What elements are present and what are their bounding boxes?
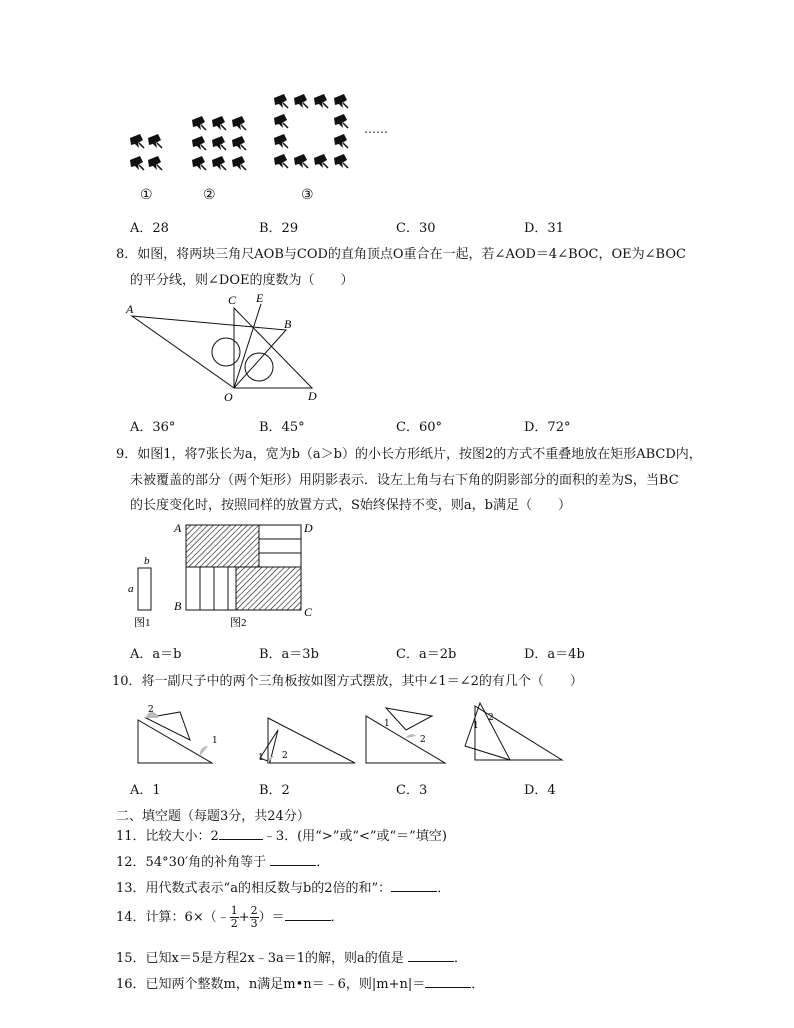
figure-label-1: ① [140,187,153,203]
figure-label-3: ③ [301,187,314,203]
q13-text-a: 13．用代数式表示“a的相反数与b的2倍的和”： [116,881,392,896]
fig2-label: 图2 [230,617,247,629]
q12-answer-blank[interactable] [270,853,316,866]
label-o: O [224,390,233,404]
fig-c-angle-2: 2 [420,735,426,745]
q11-answer-blank[interactable] [219,827,263,840]
q9-option-d[interactable]: D．a＝4b [524,647,585,662]
q8-option-c[interactable]: C．60° [396,420,442,435]
q15-answer-blank[interactable] [408,949,454,962]
q16-answer-blank[interactable] [425,975,471,988]
q9-rectangle-figure [124,518,324,636]
q16 [116,973,484,992]
q11-text-a: 11．比较大小：2 [116,829,219,844]
label-a-corner: A [174,521,182,535]
q10-text-line1: 10．将一副尺子中的两个三角板按如图方式摆放，其中∠1＝∠2的有几个（ ） [112,674,583,689]
fig-c-angle-1: 1 [384,719,390,729]
q15 [116,947,467,966]
q10-option-c[interactable]: C．3 [396,783,428,798]
fig-d-angle-1: 1 [473,721,479,731]
fig-b-angle-2: 2 [282,751,288,761]
q14-text-b: ）＝ [258,910,285,925]
q8-option-d[interactable]: D．72° [524,420,571,435]
label-a-small: a [128,583,134,595]
q8-option-b[interactable]: B．45° [259,420,305,435]
fig1-label: 图1 [134,617,151,629]
label-b-small: b [144,555,150,567]
q9-option-a[interactable]: A．a＝b [130,647,182,662]
q16-text-a: 16．已知两个整数m，n满足m•n＝﹣6，则|m+n|＝ [116,977,426,992]
q11-text-b: ﹣3．(用“>”或“<”或“＝”填空) [262,829,447,844]
q14-plus: + [238,910,250,925]
q10-option-a[interactable]: A．1 [130,783,161,798]
q8-triangle-figure [124,290,324,405]
q15-text-b: ． [453,951,467,966]
q13-text-b: ． [437,881,451,896]
fig-a-angle-2: 2 [148,705,154,715]
q8-text-line2: 的平分线，则∠DOE的度数为（ ） [130,273,354,288]
q13-answer-blank[interactable] [391,879,437,892]
label-e: E [256,291,264,305]
q7-option-a[interactable]: A．28 [130,221,169,236]
q9-text-line2: 未被覆盖的部分（两个矩形）用阴影表示．设左上角与右下角的阴影部分的面积的差为S，当BC [130,473,679,488]
q7-option-d[interactable]: D．31 [524,221,564,236]
label-a: A [126,302,134,316]
q9-text-line3: 的长度变化时，按照同样的放置方式，S始终保持不变，则a，b满足（ ） [130,498,571,513]
q13 [116,877,450,896]
q8-option-a[interactable]: A．36° [130,420,176,435]
section-heading: 二、填空题（每题3分，共24分） [116,809,310,824]
q12 [116,851,329,870]
label-d-corner: D [304,521,313,535]
figure-label-2: ② [203,187,216,203]
label-c-corner: C [304,605,313,619]
q14-fraction-2: $\frac{2}{3}$ [250,904,258,930]
q14 [116,905,344,930]
fig-b-angle-1: 1 [258,753,264,763]
q14-text-c: ． [330,910,344,925]
q15-text-a: 15．已知x＝5是方程2x﹣3a＝1的解，则a的值是 [116,951,404,966]
q12-text-b: ． [316,855,330,870]
label-c: C [228,293,237,307]
q10-set-square-figures [130,698,620,768]
label-b: B [284,317,292,331]
fig-d-angle-2: 2 [488,713,494,723]
label-d: D [308,389,317,403]
q10-option-d[interactable]: D．4 [524,783,556,798]
q9-text-line1: 9．如图1，将7张长为a，宽为b（a＞b）的小长方形纸片，按图2的方式不重叠地放在矩形ABCD内， [116,447,702,462]
pattern-ellipsis: …… [364,122,388,136]
q9-option-b[interactable]: B．a＝3b [259,647,319,662]
q7-option-c[interactable]: C．30 [396,221,436,236]
q8-text-line1: 8．如图，将两块三角尺AOB与COD的直角顶点O重合在一起，若∠AOD＝4∠BOC，OE为∠BOC [116,247,686,262]
q16-text-b: ． [471,977,485,992]
q11 [116,825,447,844]
q12-text-a: 12．54°30′角的补角等于 [116,855,267,870]
label-b-corner: B [174,599,182,613]
q14-text-a: 14．计算：6×（﹣ [116,910,230,925]
q10-option-b[interactable]: B．2 [259,783,290,798]
q14-fraction-1: $\frac{1}{2}$ [230,904,238,930]
q7-option-b[interactable]: B．29 [259,221,299,236]
q14-answer-blank[interactable] [285,908,331,921]
q9-option-c[interactable]: C．a＝2b [396,647,457,662]
fig-a-angle-1: 1 [212,736,218,746]
